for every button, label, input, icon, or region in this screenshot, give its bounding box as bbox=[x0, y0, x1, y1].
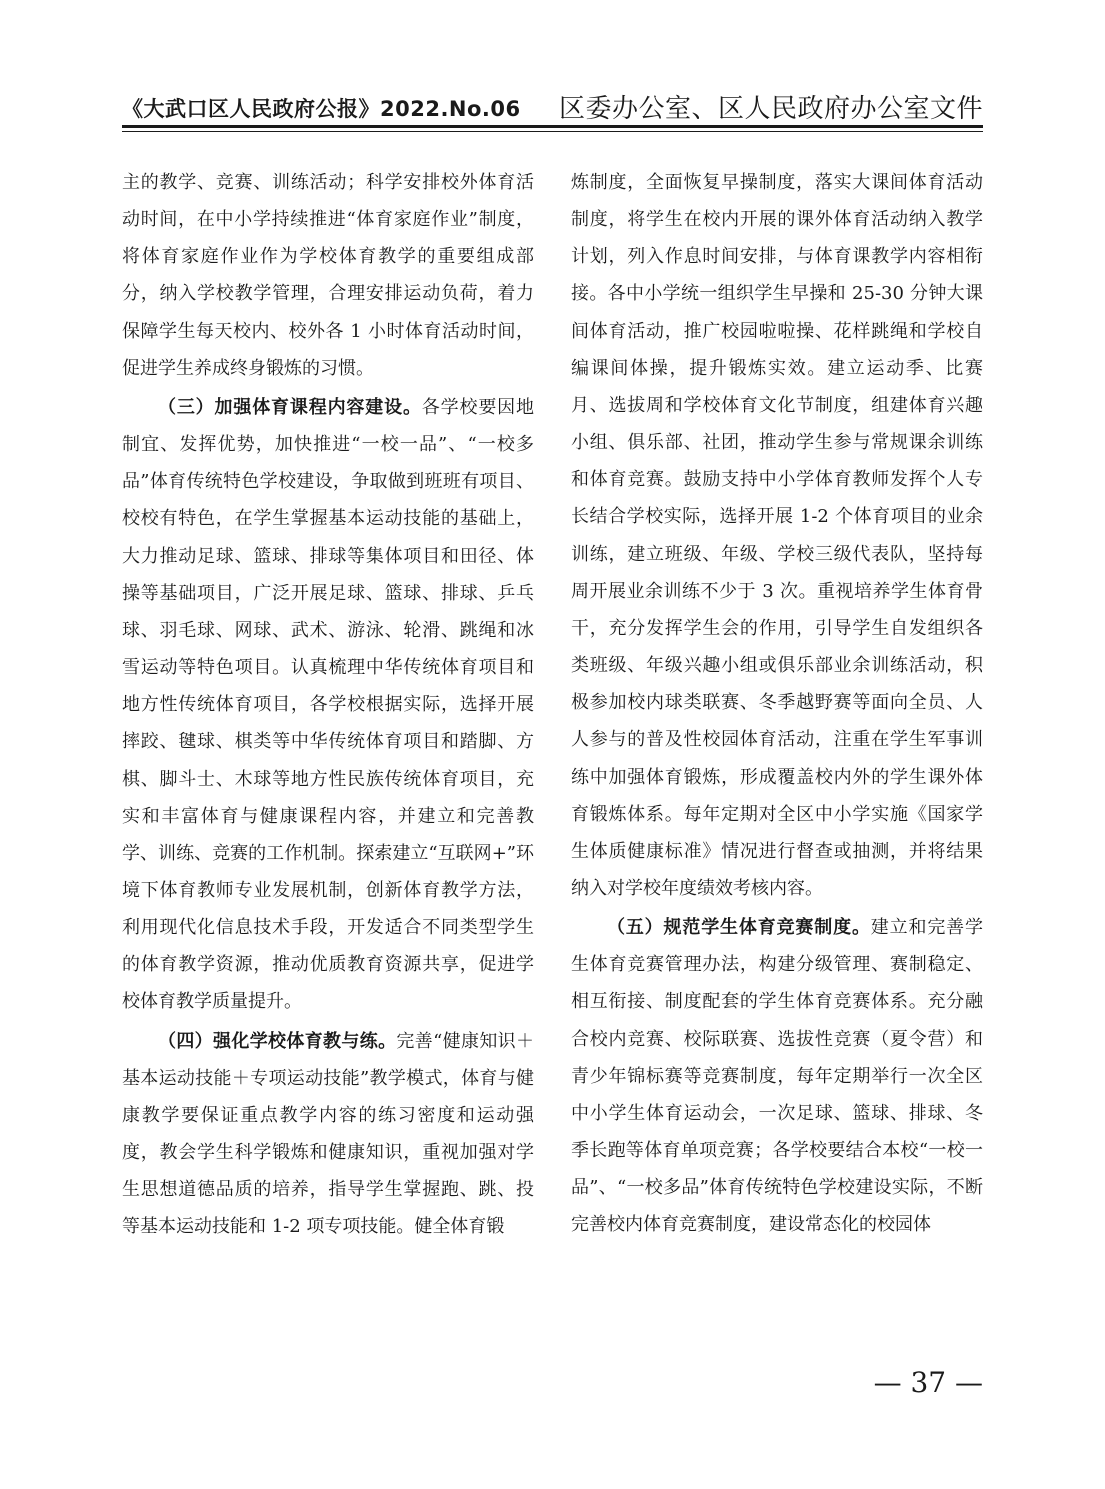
paragraph-section-4 bbox=[122, 1023, 534, 1246]
section-5-heading: （五）规范学生体育竞赛制度。 bbox=[607, 917, 871, 939]
section-4-heading: （四）强化学校体育教与练。 bbox=[158, 1030, 397, 1052]
issuing-office: 区委办公室、区人民政府办公室文件 bbox=[558, 94, 983, 124]
left-column bbox=[122, 164, 534, 1246]
paragraph-section-3 bbox=[122, 389, 534, 1021]
section-4-body: 完善“健康知识＋基本运动技能＋专项运动技能”教学模式，体育与健康教学要保证重点教学内容的练习密度和运动强度，教会学生科学锻炼和健康知识，重视加强对学生思想道德品质的培养，指导学生掌握跑、跳、投等基本运动技能和 1-2 项专项技能。健全体育锻 bbox=[122, 1030, 535, 1238]
paragraph-continued-right: 炼制度，全面恢复早操制度，落实大课间体育活动制度，将学生在校内开展的课外体育活动纳入教学计划，列入作息时间安排，与体育课教学内容相衔接。各中小学统一组织学生早操和 25-30 分钟大课间体育活动，推广校园啦啦操、花样跳绳和学校自编课间体操，提升锻炼实效。建立运动季、比赛月、选拔周和学校体育文化节制度，组建体育兴趣小组、俱乐部、社团，推动学生参与常规课余训练和体育竞赛。鼓励支持中小学体育教师发挥个人专长结合学校实际，选择开展 1-2 个体育项目的业余训练，建立班级、年级、学校三级代表队，坚持每周开展业余训练不少于 3 次。重视培养学生体育骨干，充分发挥学生会的作用，引导学生自发组织各类班级、年级兴趣小组或俱乐部业余训练活动，积极参加校内球类联赛、冬季越野赛等面向全员、人人参与的普及性校园体育活动，注重在学生军事训练中加强体育锻炼，形成覆盖校内外的学生课外体育锻炼体系。每年定期对全区中小学实施《国家学生体质健康标准》情况进行督查或抽测，并将结果纳入对学校年度绩效考核内容。 bbox=[571, 172, 983, 899]
right-column bbox=[571, 164, 983, 1244]
header-rule-thick bbox=[122, 125, 983, 128]
header-rule-thin bbox=[122, 131, 983, 132]
gazette-title: 《大武口区人民政府公报》2022.No.06 bbox=[122, 97, 521, 121]
section-3-body: 各学校要因地制宜、发挥优势，加快推进“一校一品”、“一校多品”体育传统特色学校建设，争取做到班班有项目、校校有特色，在学生掌握基本运动技能的基础上，大力推动足球、篮球、排球等集体项目和田径、体操等基础项目，广泛开展足球、篮球、排球、乒乓球、羽毛球、网球、武术、游泳、轮滑、跳绳和冰雪运动等特色项目。认真梳理中华传统体育项目和地方性传统体育项目，各学校根据实际，选择开展摔跤、毽球、棋类等中华传统体育项目和踏脚、方棋、脚斗士、木球等地方性民族传统体育项目，充实和丰富体育与健康课程内容，并建立和完善教学、训练、竞赛的工作机制。探索建立“互联网+”环境下体育教师专业发展机制，创新体育教学方法，利用现代化信息技术手段，开发适合不同类型学生的体育教学资源，推动优质教育资源共享，促进学校体育教学质量提升。 bbox=[122, 396, 535, 1013]
section-5-body: 建立和完善学生体育竞赛管理办法，构建分级管理、赛制稳定、相互衔接、制度配套的学生体育竞赛体系。充分融合校内竞赛、校际联赛、选拔性竞赛（夏令营）和青少年锦标赛等竞赛制度，每年定期举行一次全区中小学生体育运动会，一次足球、篮球、排球、冬季长跑等体育单项竞赛；各学校要结合本校“一校一品”、“一校多品”体育传统特色学校建设实际，不断完善校内体育竞赛制度，建设常态化的校园体 bbox=[571, 917, 984, 1236]
paragraph-continued: 主的教学、竞赛、训练活动；科学安排校外体育活动时间，在中小学持续推进“体育家庭作业”制度，将体育家庭作业作为学校体育教学的重要组成部分，纳入学校教学管理，合理安排运动负荷，着力保障学生每天校内、校外各 1 小时体育活动时间，促进学生养成终身锻炼的习惯。 bbox=[122, 172, 534, 379]
section-3-heading: （三）加强体育课程内容建设。 bbox=[158, 396, 422, 418]
paragraph-section-5 bbox=[571, 909, 983, 1243]
page-number: — 37 — bbox=[873, 1366, 983, 1399]
